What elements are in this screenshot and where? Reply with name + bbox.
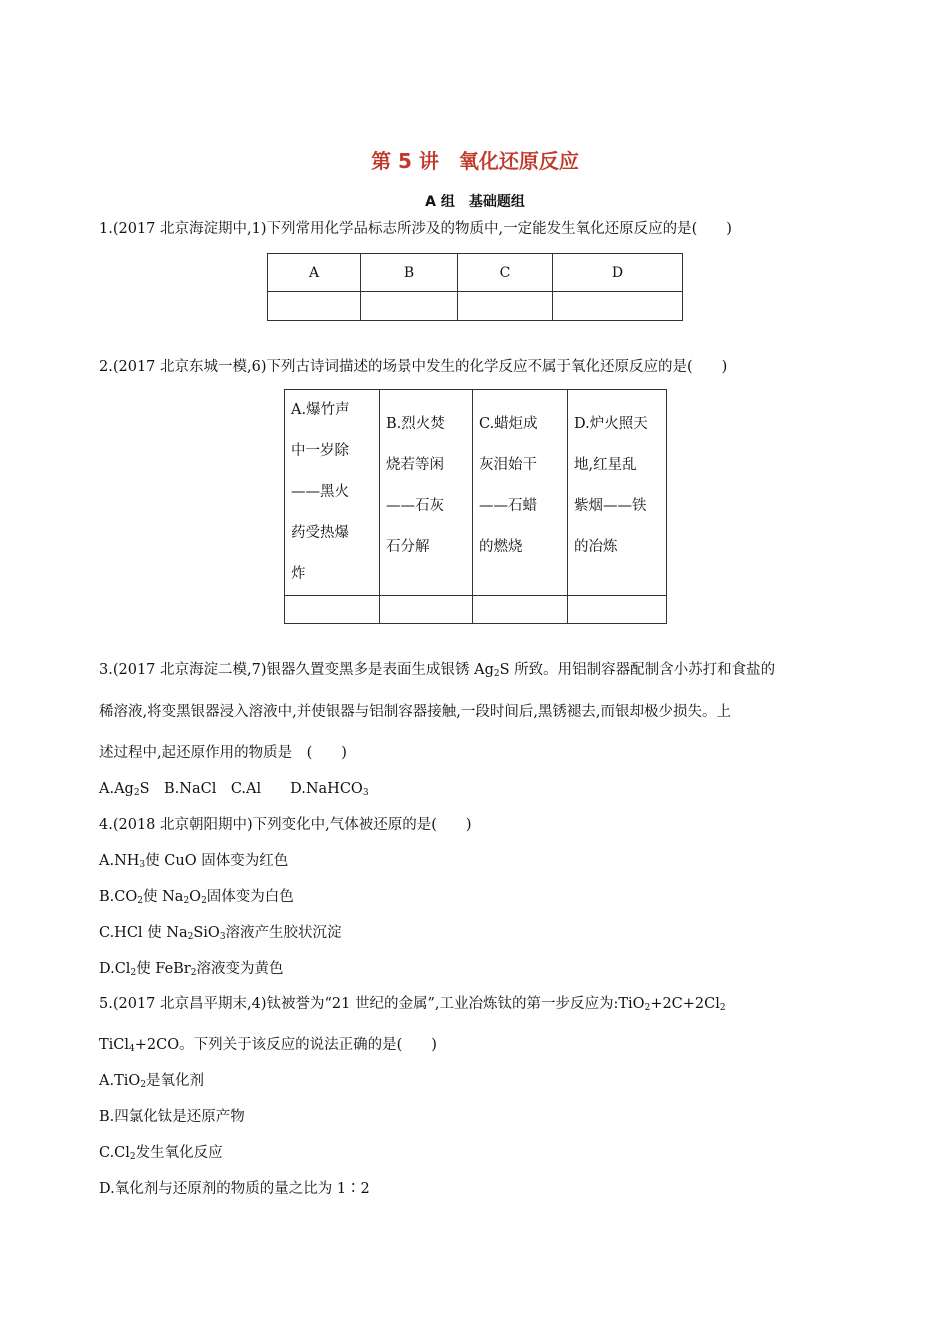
q2-blank-d <box>568 596 667 624</box>
question-1: 1.(2017 北京海淀期中,1)下列常用化学品标志所涉及的物质中,一定能发生氧化还原反应的是( ) <box>99 221 732 237</box>
q2-option-a: A.爆竹声 中一岁除 ——黑火 药受热爆 炸 <box>285 390 380 596</box>
question-5-line-2: TiCl$_4$+2CO。下列关于该反应的说法正确的是( ) <box>99 1037 437 1054</box>
question-3-line-1: 3.(2017 北京海淀二模,7)银器久置变黑多是表面生成银锈 $Ag_2S$ 所致。用铝制容器配制含小苏打和食盐的 <box>99 662 776 679</box>
question-2-table <box>284 389 667 624</box>
question-4-option-d: $D.Cl_2$使 FeBr$_2$溶液变为黄色 <box>99 961 284 978</box>
question-3-line-3: 述过程中,起还原作用的物质是 ( ) <box>99 745 347 761</box>
question-4: 4.(2018 北京朝阳期中)下列变化中,气体被还原的是( ) <box>99 817 472 833</box>
q1-blank-b <box>361 292 458 321</box>
q2-blank-b <box>380 596 473 624</box>
q2-option-c: C.蜡炬成 灰泪始干 ——石蜡 的燃烧 <box>473 390 568 596</box>
q1-blank-d <box>553 292 683 321</box>
q1-blank-a <box>268 292 361 321</box>
q1-blank-c <box>458 292 553 321</box>
q1-header-c: C <box>458 254 553 292</box>
page-title: 第 5 讲 氧化还原反应 <box>371 149 579 173</box>
question-5-option-d: D.氧化剂与还原剂的物质的量之比为 1∶2 <box>99 1181 370 1197</box>
question-4-option-c: C.HCl 使 $Na_2SiO_3$溶液产生胶状沉淀 <box>99 925 342 942</box>
q1-header-d: D <box>553 254 683 292</box>
question-4-option-b: $B.CO_2$使 $Na_2O_2$固体变为白色 <box>99 889 294 906</box>
question-5-line-1: 5.(2017 北京昌平期末,4)钛被誉为“21 世纪的金属”,工业冶炼钛的第一步反应为$:TiO_2+2C+2Cl_2$ <box>99 996 726 1013</box>
question-4-option-a: $A.NH_3$使 CuO 固体变为红色 <box>99 853 289 870</box>
q1-header-a: A <box>268 254 361 292</box>
question-5-option-b: B.四氯化钛是还原产物 <box>99 1109 245 1125</box>
q2-blank-a <box>285 596 380 624</box>
group-heading: A 组 基础题组 <box>425 194 525 210</box>
question-5-option-c: $C.Cl_2$发生氧化反应 <box>99 1145 223 1162</box>
q2-option-d: D.炉火照天 地,红星乱 紫烟——铁 的冶炼 <box>568 390 667 596</box>
q2-option-b: B.烈火焚 烧若等闲 ——石灰 石分解 <box>380 390 473 596</box>
question-2: 2.(2017 北京东城一模,6)下列古诗词描述的场景中发生的化学反应不属于氧化还原反应的是( ) <box>99 359 728 375</box>
question-5-option-a: A.TiO$_2$是氧化剂 <box>99 1073 205 1090</box>
question-3-line-2: 稀溶液,将变黑银器浸入溶液中,并使银器与铝制容器接触,一段时间后,黑锈褪去,而银却极少损失。上 <box>99 704 732 720</box>
question-3-options: $A.Ag_2S$ B.NaCl C.Al D.NaHCO$_3$ <box>99 781 369 798</box>
question-1-table <box>267 253 683 321</box>
q2-blank-c <box>473 596 568 624</box>
q1-header-b: B <box>361 254 458 292</box>
